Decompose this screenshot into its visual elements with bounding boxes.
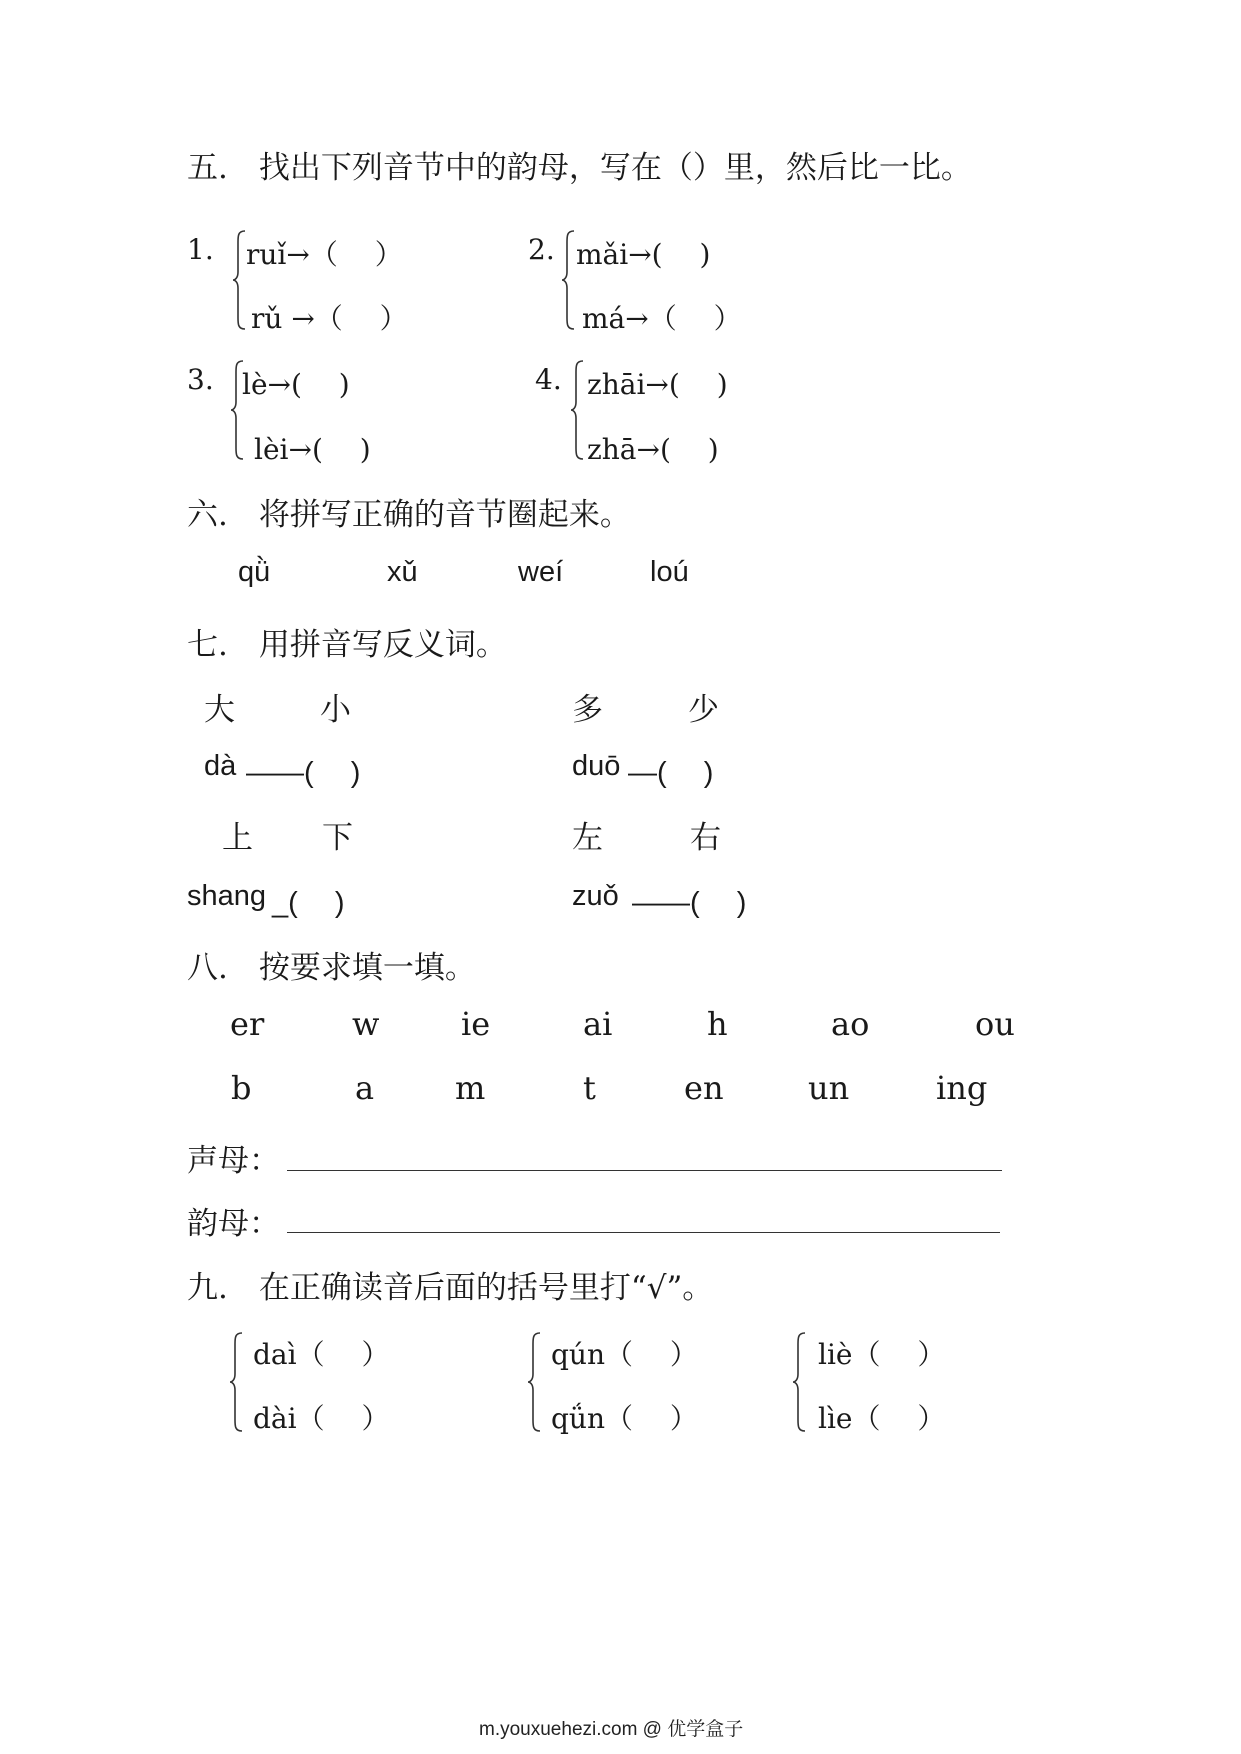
pinyin-element: ai <box>583 1005 613 1043</box>
group-2-a: mǎi→( ) <box>576 238 711 271</box>
syllable-2: xǔ <box>387 556 418 588</box>
brace-icon <box>792 1330 808 1434</box>
brace-icon <box>229 1330 245 1434</box>
reading-option: qún（ ） <box>551 1338 698 1371</box>
reading-option: daì（ ） <box>253 1338 390 1371</box>
pinyin-element: t <box>583 1069 596 1107</box>
antonym-char: 小 <box>320 692 351 728</box>
antonym-blank: —( ) <box>628 757 714 789</box>
brace-icon <box>527 1330 543 1434</box>
group-1-b: rǔ →（ ） <box>251 302 408 335</box>
reading-option: liè（ ） <box>818 1338 946 1371</box>
pinyin-element: un <box>808 1069 850 1107</box>
antonym-char: 下 <box>322 820 353 856</box>
finals-answer-line[interactable] <box>287 1232 1000 1233</box>
section-8-heading: 八. 按要求填一填。 <box>187 950 476 986</box>
initials-label: 声母： <box>187 1143 280 1179</box>
antonym-blank: ——( ) <box>632 887 747 919</box>
antonym-char: 左 <box>572 820 603 856</box>
group-1-number: 1. <box>187 233 214 266</box>
section-6-heading: 六. 将拼写正确的音节圈起来。 <box>187 497 631 533</box>
pinyin-element: ou <box>975 1005 1015 1043</box>
antonym-pinyin: zuǒ <box>572 880 619 912</box>
pinyin-element: h <box>707 1005 728 1043</box>
antonym-blank: _( ) <box>272 887 345 919</box>
brace-icon <box>561 228 577 332</box>
pinyin-element: ing <box>936 1069 988 1107</box>
group-4-number: 4. <box>535 363 562 396</box>
pinyin-element: b <box>231 1069 252 1107</box>
reading-option: dài（ ） <box>253 1402 390 1435</box>
antonym-char: 多 <box>572 692 603 728</box>
antonym-char: 上 <box>222 820 253 856</box>
antonym-pinyin: dà <box>204 750 237 782</box>
pinyin-element: m <box>455 1069 486 1107</box>
syllable-3: weí <box>518 556 564 588</box>
antonym-char: 右 <box>690 820 721 856</box>
antonym-char: 少 <box>688 692 719 728</box>
group-1-a: ruǐ→（ ） <box>246 238 403 271</box>
footer-watermark: m.youxuehezi.com @ 优学盒子 <box>479 1719 744 1740</box>
syllable-1: qǜ <box>238 556 271 588</box>
group-4-a: zhāi→( ) <box>587 368 728 401</box>
initials-answer-line[interactable] <box>287 1170 1002 1171</box>
reading-option: lìe（ ） <box>818 1402 946 1435</box>
finals-label: 韵母： <box>187 1206 280 1242</box>
syllable-4: loú <box>650 556 689 588</box>
antonym-char: 大 <box>204 692 235 728</box>
group-3-number: 3. <box>187 363 214 396</box>
section-5-heading: 五. 找出下列音节中的韵母，写在（）里，然后比一比。 <box>187 150 972 186</box>
group-3-a: lè→( ) <box>242 368 350 401</box>
pinyin-element: ie <box>461 1005 491 1043</box>
group-2-number: 2. <box>528 233 555 266</box>
group-2-b: má→（ ） <box>582 302 742 335</box>
pinyin-element: er <box>230 1005 265 1043</box>
antonym-pinyin: duō <box>572 750 621 782</box>
section-7-heading: 七. 用拼音写反义词。 <box>187 627 507 663</box>
pinyin-element: w <box>352 1005 380 1043</box>
group-3-b: lèi→( ) <box>254 433 371 466</box>
reading-option: qǘn（ ） <box>551 1402 698 1435</box>
pinyin-element: en <box>684 1069 724 1107</box>
pinyin-element: a <box>355 1069 375 1107</box>
section-9-heading: 九. 在正确读音后面的括号里打“√”。 <box>187 1270 714 1306</box>
antonym-pinyin: shang <box>187 880 267 912</box>
antonym-blank: ——( ) <box>246 757 361 789</box>
group-4-b: zhā→( ) <box>587 433 719 466</box>
brace-icon <box>570 358 586 462</box>
pinyin-element: ao <box>831 1005 870 1043</box>
